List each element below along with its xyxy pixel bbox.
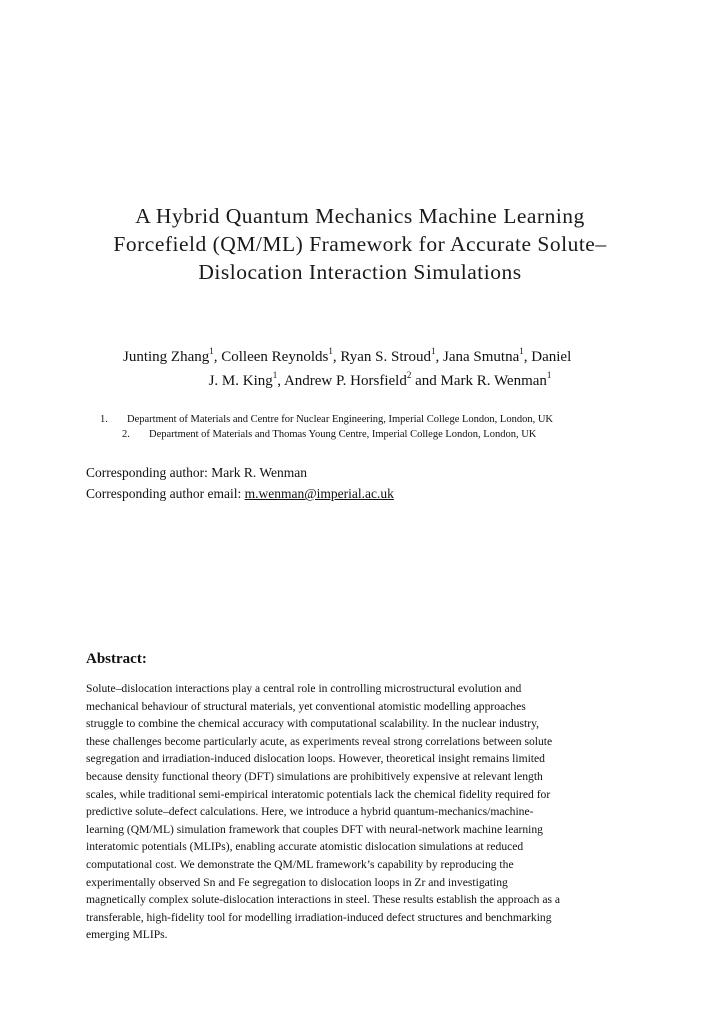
- abstract-line: emerging MLIPs.: [86, 928, 168, 942]
- abstract-line: experimentally observed Sn and Fe segregation to dislocation loops in Zr and investigating: [86, 875, 508, 889]
- abstract-line: because density functional theory (DFT) simulations are prohibitively expensive at relevant length: [86, 769, 543, 783]
- affiliation-number: 1.: [100, 414, 108, 425]
- abstract-line: interatomic potentials (MLIPs), enabling accurate atomistic dislocation simulations at reduced: [86, 840, 524, 854]
- title-line: Forcefield (QM/ML) Framework for Accurate Solute–: [113, 232, 607, 256]
- affiliation-marker: 2: [406, 370, 412, 380]
- author-name: Junting Zhang: [123, 349, 210, 365]
- author-name: J. M. King: [208, 373, 273, 389]
- title-line: Dislocation Interaction Simulations: [198, 260, 522, 284]
- affiliation-text: Department of Materials and Centre for Nuclear Engineering, Imperial College London, London, UK: [127, 414, 553, 425]
- affiliation-marker: 1: [519, 346, 524, 356]
- author-name: , Andrew P. Horsfield: [277, 373, 407, 389]
- author-name: , Ryan S. Stroud: [332, 349, 431, 365]
- author-name: , Colleen Reynolds: [213, 349, 329, 365]
- affiliation-item: [100, 412, 660, 427]
- affiliation-list: [100, 412, 660, 442]
- abstract-heading: Abstract:: [86, 651, 147, 667]
- abstract-line: transferable, high-fidelity tool for modelling irradiation-induced defect structures and benchmarking: [86, 910, 552, 924]
- author-line: [100, 369, 660, 393]
- author-list: [100, 345, 660, 393]
- abstract-line: Solute–dislocation interactions play a central role in controlling microstructural evolution and: [86, 682, 522, 695]
- affiliation-number: 2.: [122, 429, 130, 440]
- author-line: [100, 345, 660, 369]
- paper-title: [60, 202, 660, 286]
- corresponding-author: Corresponding author: Mark R. Wenman: [86, 465, 308, 480]
- affiliation-text: Department of Materials and Thomas Young Centre, Imperial College London, London, UK: [149, 429, 537, 440]
- abstract-line: segregation and irradiation-induced dislocation loops. However, theoretical insight remains limited: [86, 752, 545, 766]
- author-name: , Daniel: [523, 349, 572, 365]
- abstract-line: computational cost. We demonstrate the QM/ML framework’s capability by reproducing the: [86, 857, 514, 871]
- corresponding-email-line: [86, 483, 394, 504]
- email-label: Corresponding author email:: [86, 486, 245, 501]
- abstract-line: scales, while traditional semi-empirical interatomic potentials lack the chemical fidelity required for: [86, 787, 551, 801]
- affiliation-marker: 1: [328, 346, 333, 356]
- affiliation-marker: 1: [272, 370, 278, 380]
- abstract-line: learning (QM/ML) simulation framework that couples DFT with neural-network machine learning: [86, 822, 543, 836]
- affiliation-marker: 1: [546, 370, 552, 380]
- abstract-body: [86, 680, 646, 944]
- affiliation-marker: 1: [209, 346, 214, 356]
- corresponding-info: [86, 462, 394, 504]
- author-name: , Jana Smutna: [435, 349, 520, 365]
- affiliation-item: [100, 427, 660, 442]
- affiliation-marker: 1: [431, 346, 436, 356]
- abstract-line: mechanical behaviour of structural materials, yet conventional atomistic modelling approaches: [86, 699, 526, 713]
- email-link[interactable]: m.wenman@imperial.ac.uk: [244, 486, 394, 501]
- author-name: and Mark R. Wenman: [411, 373, 547, 389]
- abstract-line: these challenges become particularly acute, as experiments reveal strong correlations between solute: [86, 734, 553, 748]
- title-line: A Hybrid Quantum Mechanics Machine Learning: [135, 204, 585, 228]
- abstract-line: magnetically complex solute-dislocation interactions in steel. These results establish the approach as a: [86, 893, 561, 907]
- abstract-line: predictive solute–defect calculations. Here, we introduce a hybrid quantum-mechanics/machine-: [86, 805, 534, 819]
- abstract-line: struggle to combine the chemical accuracy with computational scalability. In the nuclear industry,: [86, 717, 540, 731]
